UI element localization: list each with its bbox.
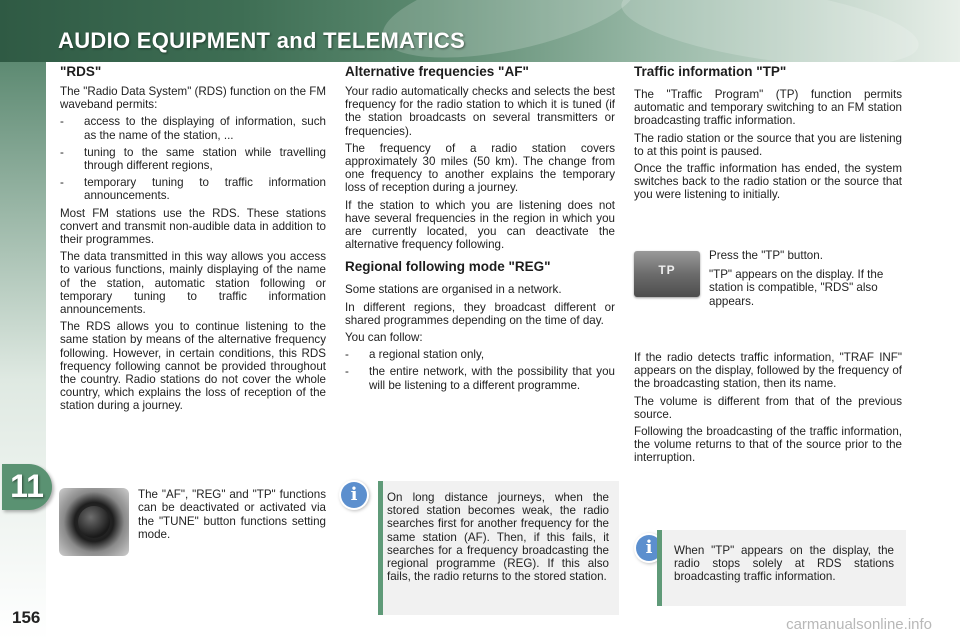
list-item: - tuning to the same station while travelling through different regions,	[60, 145, 326, 173]
af-paragraph: Your radio automatically checks and selects the best frequency for the radio station to which it is tuned (if the station broadcasts on several transmitters or frequencies).	[345, 85, 615, 138]
list-item: - temporary tuning to traffic information announcements.	[60, 176, 326, 203]
tp-button-note: Press the "TP" button. "TP" appears on the display. If the station is compatible, "RDS" also appears.	[709, 249, 884, 308]
reg-paragraph: In different regions, they broadcast different or shared programmes depending on the time of day.	[345, 300, 615, 327]
tp-paragraph: Once the traffic information has ended, the system switches back to the radio station or the source that you were listening to initially.	[634, 162, 902, 202]
header-leaf-decoration	[617, 0, 924, 62]
tp-paragraph: Following the broadcasting of the traffic information, the volume returns to that of the source prior to the interruption.	[634, 425, 902, 465]
tp-paragraph: If the radio detects traffic information, "TRAF INF" appears on the display, followed by the frequency of the broadcasting station, then its name.	[634, 351, 902, 391]
chapter-tab	[2, 464, 52, 510]
info-box-tp: When "TP" appears on the display, the radio stops solely at RDS stations broadcasting traffic information.	[657, 530, 906, 606]
rds-list	[60, 115, 326, 202]
info-box-af-reg: On long distance journeys, when the stored station becomes weak, the radio searches first for another frequency for the same station (AF). Then, if this fails, it searches for a frequency broadcasting the regional programme (REG). If this also fails, the radio returns to the stored station.	[378, 481, 619, 615]
rds-intro: The "Radio Data System" (RDS) function on the FM waveband permits:	[60, 85, 326, 112]
tp-paragraph: The volume is different from that of the previous source.	[634, 394, 902, 421]
rds-paragraph: The data transmitted in this way allows you access to various functions, mainly displaying of the name of the station, automatic station following or temporary tuning to traffic information announcements.	[60, 250, 326, 317]
tp-section	[634, 64, 902, 206]
list-item: - the entire network, with the possibility that you will be listening to a different programme.	[345, 365, 615, 392]
tp-paragraph: The radio station or the source that you are listening to at this point is paused.	[634, 131, 902, 158]
rds-paragraph: The RDS allows you to continue listening to the same station by means of the alternative frequency following. However, in certain conditions, this RDS frequency following cannot be provided throughout the country. Radio stations do not cover the whole country, which explains the loss of reception of the station during a journey.	[60, 320, 326, 413]
af-heading: Alternative frequencies "AF"	[345, 64, 529, 79]
rds-section	[60, 64, 326, 417]
af-section	[345, 64, 615, 396]
tp-section-continued	[634, 351, 902, 469]
rds-heading: "RDS"	[60, 64, 102, 79]
info-icon: i	[341, 482, 367, 508]
info-icon: i	[636, 535, 662, 561]
reg-heading: Regional following mode "REG"	[345, 259, 551, 275]
page-number: 156	[12, 608, 41, 627]
knob-note: The "AF", "REG" and "TP" functions can be deactivated or activated via the "TUNE" button functions setting mode.	[138, 488, 326, 542]
chapter-number: 11	[10, 468, 44, 504]
tune-knob-image	[59, 488, 129, 556]
tp-button-image: TP	[634, 251, 700, 297]
watermark: carmanualsonline.info	[786, 616, 932, 633]
af-paragraph: The frequency of a radio station covers approximately 30 miles (50 km). The change from one frequency to another explains the temporary loss of reception during a journey.	[345, 141, 615, 195]
list-item: - access to the displaying of information, such as the name of the station, ...	[60, 115, 326, 142]
reg-list	[345, 348, 615, 392]
tp-heading: Traffic information "TP"	[634, 64, 787, 79]
rds-paragraph: Most FM stations use the RDS. These stations convert and transmit non-audible data in addition to their programmes.	[60, 206, 326, 247]
page-header	[0, 0, 960, 62]
reg-paragraph: You can follow:	[345, 331, 423, 345]
tp-paragraph: The "Traffic Program" (TP) function permits automatic and temporary switching to an FM station broadcasting traffic information.	[634, 88, 902, 128]
reg-paragraph: Some stations are organised in a network.	[345, 283, 562, 297]
sidebar-band	[0, 62, 46, 640]
list-item: - a regional station only,	[345, 348, 485, 362]
af-paragraph: If the station to which you are listening does not have several frequencies in the region in which you are currently located, you can deactivate the alternative frequency following.	[345, 198, 615, 252]
page-title: AUDIO EQUIPMENT and TELEMATICS	[58, 28, 466, 53]
